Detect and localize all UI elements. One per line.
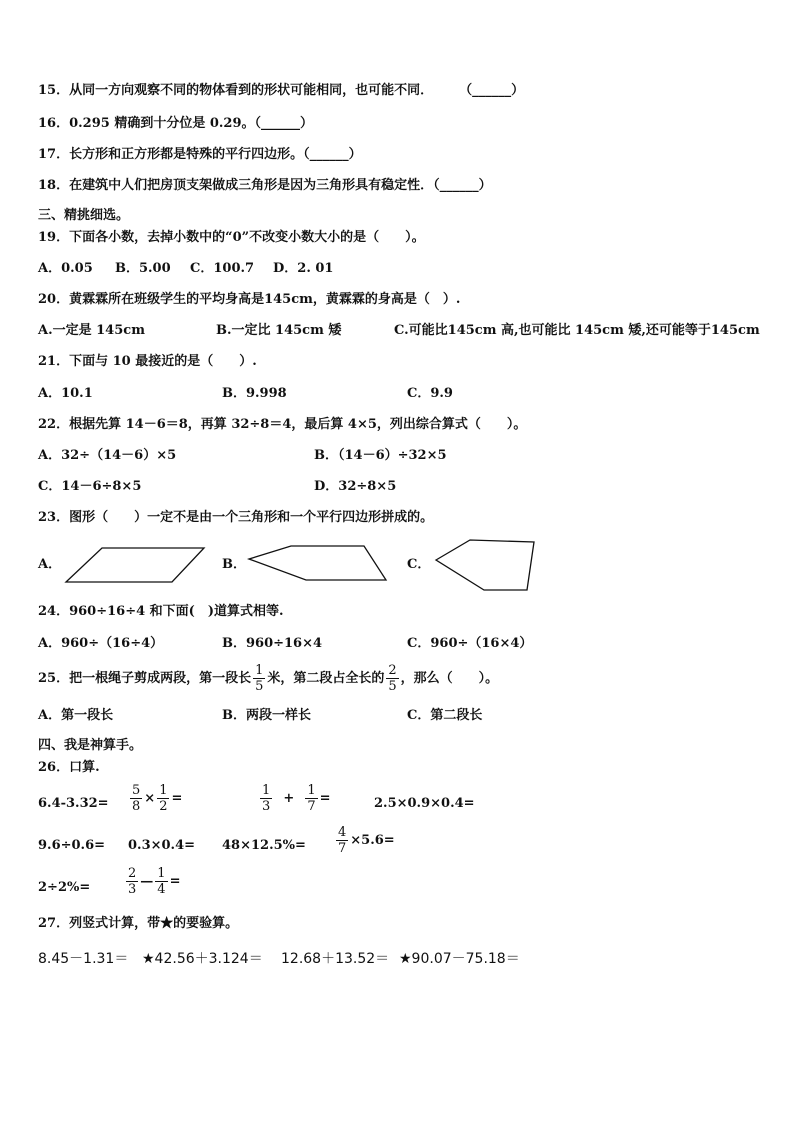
oral-calc-2: $\frac{5}{8}$ × $\frac{1}{2}$ = [132,783,183,814]
oral-calc-7: 48×12.5%= [222,838,306,853]
q20-option-a: A.一定是 145cm [38,323,145,338]
q21-option-a: A．10.1 [38,386,93,401]
q21-option-c: C．9.9 [407,386,453,401]
fraction-one-fifth: $\frac{1}{5}$ [255,663,264,694]
question-16: 16．0.295 精确到十分位是 0.29。（______） [38,116,314,131]
question-24: 24．960÷16÷4 和下面( )道算式相等. [38,604,284,619]
q22-option-d: D．32÷8×5 [314,479,397,494]
oral-calc-3: $\frac{1}{3}$ + $\frac{1}{7}$ = [262,783,331,814]
question-19: 19．下面各小数，去掉小数中的“0”不改变小数大小的是（ ）。 [38,230,425,245]
vertical-calc-3: 12.68＋13.52＝ [281,951,390,967]
q19-option-c: C．100.7 [190,261,255,276]
section-4-title: 四、我是神算手。 [38,738,143,753]
oral-calc-10: $\frac{2}{3}$ — $\frac{1}{4}$ = [128,866,181,897]
q24-option-a: A．960÷（16÷4） [38,636,164,651]
question-26: 26．口算. [38,760,100,775]
q22-option-b: B．（14－6）÷32×5 [314,448,447,463]
q23-option-b: B． [222,557,246,572]
section-3-title: 三、精挑细选。 [38,208,130,223]
vertical-calc-1: 8.45－1.31＝ [38,951,129,967]
oral-calc-5: 9.6÷0.6= [38,838,106,853]
q22-option-c: C．14－6÷8×5 [38,479,142,494]
question-18: 18．在建筑中人们把房顶支架做成三角形是因为三角形具有稳定性．（______） [38,178,492,193]
q25-option-b: B．两段一样长 [222,708,311,723]
oral-calc-6: 0.3×0.4= [128,838,196,853]
trapezoid-shape [246,543,390,583]
oral-calc-9: 2÷2%= [38,880,91,895]
question-25: 25．把一根绳子剪成两段，第一段长 $\frac{1}{5}$ 米，第二段占全长的 $\frac{2}{5}$ ，那么（ ）。 [38,663,499,694]
question-23: 23．图形（ ）一定不是由一个三角形和一个平行四边形拼成的。 [38,510,434,525]
q24-option-c: C．960÷（16×4） [407,636,533,651]
oral-calc-1: 6.4-3.32= [38,796,109,811]
q21-option-b: B．9.998 [222,386,287,401]
q25-option-c: C．第二段长 [407,708,483,723]
parallelogram-shape [62,544,208,584]
q20-option-c: C.可能比145cm 高,也可能比 145cm 矮,还可能等于145cm [394,323,760,338]
q20-option-b: B.一定比 145cm 矮 [216,323,342,338]
q24-option-b: B．960÷16×4 [222,636,323,651]
q23-option-a: A． [38,557,62,572]
question-21: 21．下面与 10 最接近的是（ ）. [38,354,257,369]
fraction-two-fifths: $\frac{2}{5}$ [388,663,397,694]
oral-calc-8: $\frac{4}{7}$ ×5.6= [338,825,395,856]
question-15: 15．从同一方向观察不同的物体看到的形状可能相同，也可能不同． （______） [38,83,525,98]
q19-option-b: B．5.00 [115,261,171,276]
question-17: 17．长方形和正方形都是特殊的平行四边形。（______） [38,147,362,162]
q23-option-c: C． [407,557,431,572]
vertical-calc-4: ★90.07－75.18＝ [399,951,520,967]
q22-option-a: A．32÷（14－6）×5 [38,448,177,463]
question-22: 22．根据先算 14－6＝8，再算 32÷8＝4，最后算 4×5，列出综合算式（ ）。 [38,417,527,432]
pentagon-shape [432,538,538,594]
q19-option-a: A．0.05 [38,261,93,276]
q19-option-d: D．2. 01 [273,261,334,276]
oral-calc-4: 2.5×0.9×0.4= [374,796,475,811]
question-20: 20．黄霖霖所在班级学生的平均身高是145cm，黄霖霖的身高是（ ）. [38,292,461,307]
vertical-calc-2: ★42.56＋3.124＝ [142,951,263,967]
question-27: 27．列竖式计算，带★的要验算。 [38,916,239,931]
q25-option-a: A．第一段长 [38,708,114,723]
